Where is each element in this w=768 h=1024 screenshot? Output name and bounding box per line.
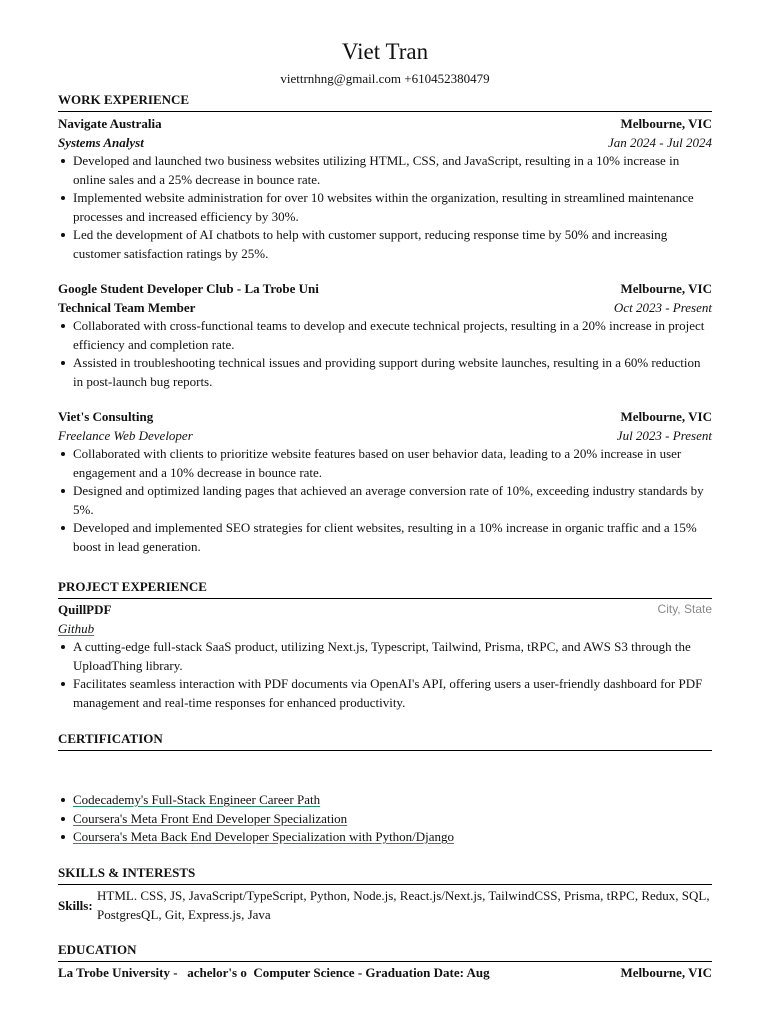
contact-line: viettrnhng@gmail.com +610452380479 <box>280 71 490 86</box>
bullet-item: Collaborated with cross-functional teams to develop and execute technical projects, resulting in a 20% increase in project efficiency and completion rate. <box>73 317 712 354</box>
bullet-item: Developed and implemented SEO strategies for client websites, resulting in a 10% increase in organic traffic and a 15% boost in lead generation. <box>73 519 712 556</box>
bullet-item: Implemented website administration for over 10 websites within the organization, resulting in streamlined maintenance processes and increased efficiency by 30%. <box>73 189 712 226</box>
bullet-item: Assisted in troubleshooting technical issues and providing support during website launches, resulting in a 60% reduction in post-launch bug reports. <box>73 354 712 391</box>
section-title-education: EDUCATION <box>58 942 712 962</box>
certification-list <box>58 791 712 847</box>
job-location: Melbourne, VIC <box>620 116 712 131</box>
certification-link[interactable]: Codecademy's Full-Stack Engineer Career Path <box>73 792 321 807</box>
job-company: Google Student Developer Club - La Trobe Uni <box>58 281 319 296</box>
skills-list: HTML. CSS, JS, JavaScript/TypeScript, Python, Node.js, React.js/Next.js, TailwindCSS, Prisma, tRPC, Redux, SQL, PostgresQL, Git, Express.js, Java <box>97 888 710 922</box>
bullet-item: Led the development of AI chatbots to help with customer support, reducing response time by 50% and increasing customer satisfaction ratings by 25%. <box>73 226 712 263</box>
certification-item[interactable] <box>73 828 712 847</box>
job-company: Navigate Australia <box>58 116 162 131</box>
job-entry <box>58 407 712 556</box>
github-link[interactable]: Github <box>58 621 95 636</box>
section-title-projects: PROJECT EXPERIENCE <box>58 579 712 599</box>
job-entry <box>58 279 712 391</box>
skills-label: Skills: <box>58 898 93 913</box>
certification-item[interactable] <box>73 791 712 810</box>
education-line: La Trobe University - achelor's o Computer Science - Graduation Date: Aug <box>58 965 490 980</box>
bullet-item: Collaborated with clients to prioritize website features based on user behavior data, leading to a 20% increase in user engagement and a 10% decrease in bounce rate. <box>73 445 712 482</box>
job-location: Melbourne, VIC <box>620 281 712 296</box>
job-role: Freelance Web Developer <box>58 428 193 443</box>
bullet-item: A cutting-edge full-stack SaaS product, utilizing Next.js, Typescript, Tailwind, Prisma, tRPC, and AWS S3 through the UploadThing library. <box>73 638 712 675</box>
job-dates: Oct 2023 - Present <box>613 300 712 315</box>
section-title-certification: CERTIFICATION <box>58 731 712 751</box>
job-bullets <box>58 317 712 391</box>
section-title-skills: SKILLS & INTERESTS <box>58 865 712 885</box>
resume-name: Viet Tran <box>341 39 429 64</box>
bullet-item: Facilitates seamless interaction with PDF documents via OpenAI's API, offering users a user-friendly dashboard for PDF management and real-time responses for enhanced productivity. <box>73 675 712 712</box>
project-entry <box>58 600 712 712</box>
skills-section <box>58 865 712 927</box>
project-experience-section <box>58 579 712 712</box>
education-section <box>58 942 712 982</box>
job-role: Technical Team Member <box>58 300 196 315</box>
project-bullets <box>58 638 712 712</box>
section-title-work: WORK EXPERIENCE <box>58 92 712 112</box>
job-company: Viet's Consulting <box>58 409 154 424</box>
certification-section <box>58 731 712 847</box>
job-bullets <box>58 445 712 556</box>
job-entry <box>58 114 712 263</box>
job-bullets <box>58 152 712 263</box>
project-name: QuillPDF <box>58 602 112 617</box>
job-dates: Jan 2024 - Jul 2024 <box>608 135 712 150</box>
job-location: Melbourne, VIC <box>620 409 712 424</box>
job-dates: Jul 2023 - Present <box>616 428 712 443</box>
education-location: Melbourne, VIC <box>620 965 712 980</box>
bullet-item: Designed and optimized landing pages that achieved an average conversion rate of 10%, exceeding industry standards by 5%. <box>73 482 712 519</box>
project-location: City, State <box>657 602 712 616</box>
work-experience-section <box>58 92 712 556</box>
certification-link[interactable]: Coursera's Meta Back End Developer Specialization with Python/Django <box>73 829 455 844</box>
job-role: Systems Analyst <box>58 135 144 150</box>
certification-item[interactable] <box>73 810 712 829</box>
certification-link[interactable]: Coursera's Meta Front End Developer Specialization <box>73 810 348 826</box>
bullet-item: Developed and launched two business websites utilizing HTML, CSS, and JavaScript, resulting in a 10% increase in online sales and a 25% decrease in bounce rate. <box>73 152 712 189</box>
